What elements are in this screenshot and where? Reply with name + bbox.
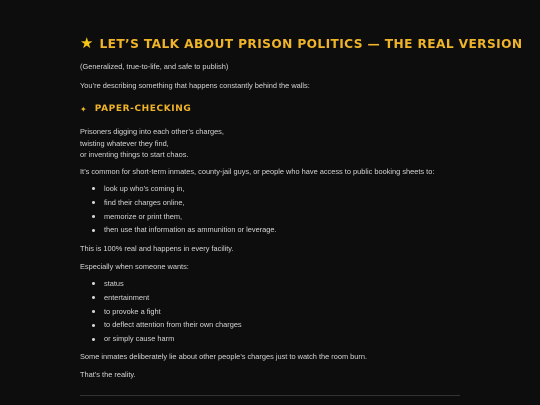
actions-list: [80, 182, 277, 237]
bullet-dot-icon: [92, 338, 95, 341]
bullet-dot-icon: [92, 310, 95, 313]
diamond-bullet-icon: ✦: [80, 104, 87, 114]
bullet-dot-icon: [92, 201, 95, 204]
bullet-dot-icon: [92, 282, 95, 285]
section-title: PAPER-CHECKING: [94, 104, 192, 114]
heading-row: [80, 35, 522, 53]
bullet-dot-icon: [92, 187, 95, 190]
list-item: to provoke a fight: [80, 305, 242, 319]
list-item: look up who’s coming in,: [80, 182, 277, 196]
list-item: status: [80, 277, 242, 291]
description-line: twisting whatever they find,: [80, 138, 169, 148]
list-item: entertainment: [80, 291, 242, 305]
common-text: It’s common for short-term inmates, county-jail guys, or people who have access to public booking sheets to:: [80, 167, 435, 176]
intro-note: (Generalized, true-to-life, and safe to publish): [80, 62, 229, 71]
bullet-dot-icon: [92, 215, 95, 218]
description-line: Prisoners digging into each other’s charges,: [80, 127, 224, 136]
list-item: or simply cause harm: [80, 332, 242, 346]
bullet-dot-icon: [92, 324, 95, 327]
closing-text: That’s the reality.: [80, 370, 136, 379]
divider: [80, 395, 460, 396]
motives-list: [80, 277, 242, 346]
list-item: find their charges online,: [80, 196, 277, 210]
list-item: memorize or print them,: [80, 210, 277, 224]
intro-lead: You’re describing something that happens constantly behind the walls:: [80, 81, 310, 90]
especially-text: Especially when someone wants:: [80, 262, 189, 271]
star-icon: ★: [80, 35, 94, 52]
list-item: to deflect attention from their own charges: [80, 318, 242, 332]
list-item: then use that information as ammunition or leverage.: [80, 223, 277, 237]
page-title: LET’S TALK ABOUT PRISON POLITICS — THE REAL VERSION: [99, 37, 523, 51]
description-line: or inventing things to start chaos.: [80, 150, 189, 159]
lie-text: Some inmates deliberately lie about other people’s charges just to watch the room burn.: [80, 352, 368, 361]
section-heading-row: [80, 104, 191, 114]
bullet-dot-icon: [92, 229, 95, 232]
bullet-dot-icon: [92, 296, 95, 299]
real-text: This is 100% real and happens in every facility.: [80, 244, 234, 253]
